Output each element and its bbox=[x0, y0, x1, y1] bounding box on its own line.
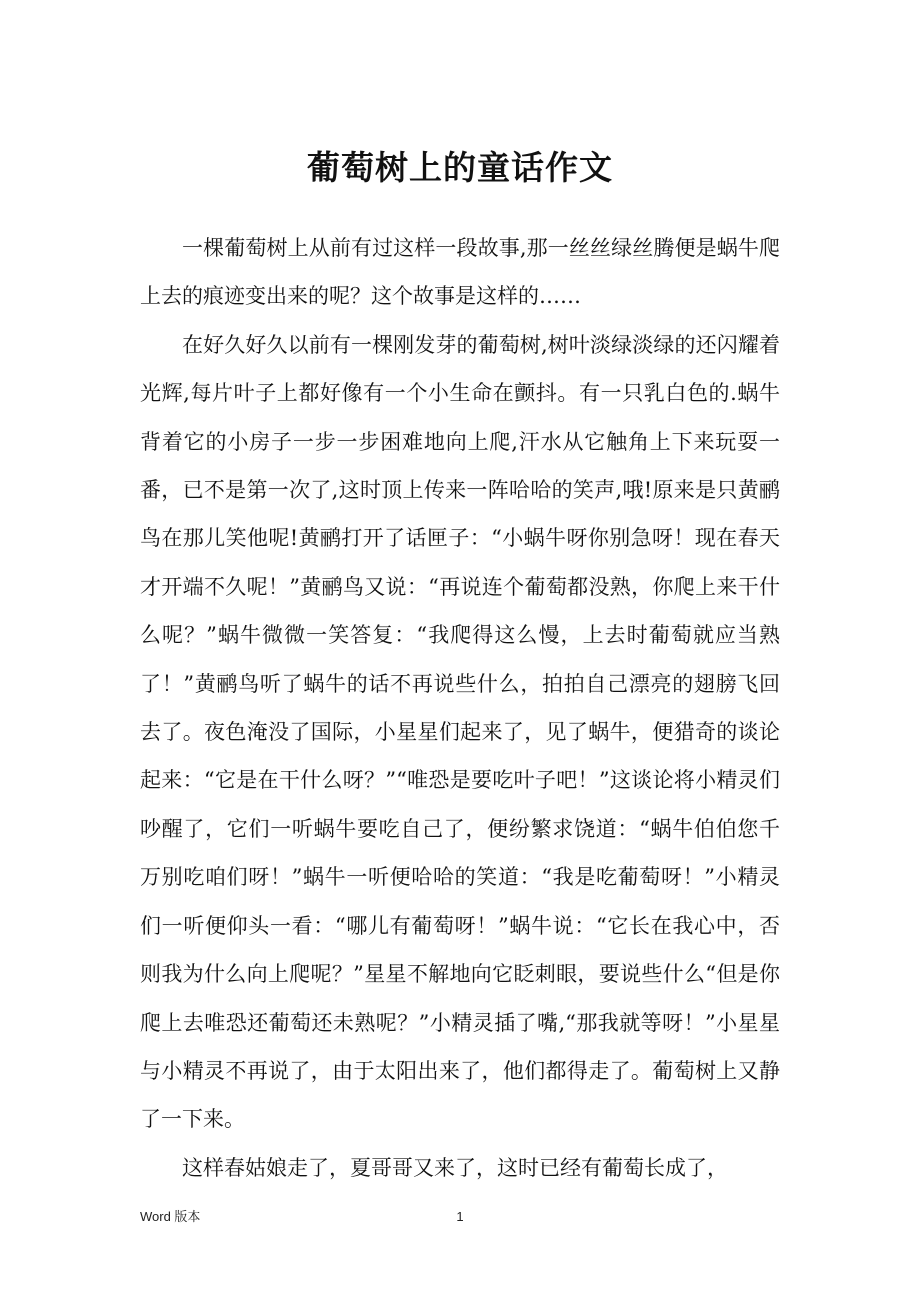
footer-version-label: Word 版本 bbox=[140, 1209, 201, 1224]
paragraph-summer: 这样春姑娘走了，夏哥哥又来了，这时已经有葡萄长成了， bbox=[182, 1155, 728, 1180]
paragraph-intro: 一棵葡萄树上从前有过这样一段故事,那一丝丝绿丝腾便是蜗牛爬上去的痕迹变出来的呢？这个故事是这样的…… bbox=[140, 236, 780, 309]
page-number: 1 bbox=[456, 1209, 464, 1224]
page-footer bbox=[140, 1206, 780, 1228]
document-body bbox=[140, 224, 780, 1192]
paragraph-story: 在好久好久以前有一棵刚发芽的葡萄树,树叶淡绿淡绿的还闪耀着光辉,每片叶子上都好像有一个小生命在颤抖。有一只乳白色的.蜗牛背着它的小房子一步一步困难地向上爬,汗水从它触角上下来玩耍一番，已不是第一次了,这时顶上传来一阵哈哈的笑声,哦!原来是只黄鹂鸟在那儿笑他呢!黄鹂打开了话匣子：“小蜗牛呀你别急呀！现在春天才开端不久呢！”黄鹂鸟又说：“再说连个葡萄都没熟，你爬上来干什么呢？”蜗牛微微一笑答复：“我爬得这么慢，上去时葡萄就应当熟了！”黄鹂鸟听了蜗牛的话不再说些什么，拍拍自己漂亮的翅膀飞回去了。夜色淹没了国际，小星星们起来了，见了蜗牛，便猎奇的谈论起来：“它是在干什么呀？”“唯恐是要吃叶子吧！”这谈论将小精灵们吵醒了，它们一听蜗牛要吃自己了，便纷繁求饶道：“蜗牛伯伯您千万别吃咱们呀！”蜗牛一听便哈哈的笑道：“我是吃葡萄呀！”小精灵们一听便仰头一看：“哪儿有葡萄呀！”蜗牛说：“它长在我心中，否则我为什么向上爬呢？”星星不解地向它眨刺眼，要说些什么“但是你爬上去唯恐还葡萄还未熟呢？”小精灵插了嘴,“那我就等呀！”小星星与小精灵不再说了，由于太阳出来了，他们都得走了。葡萄树上又静了一下来。 bbox=[140, 332, 780, 1132]
document-title: 葡萄树上的童话作文 bbox=[307, 148, 613, 187]
